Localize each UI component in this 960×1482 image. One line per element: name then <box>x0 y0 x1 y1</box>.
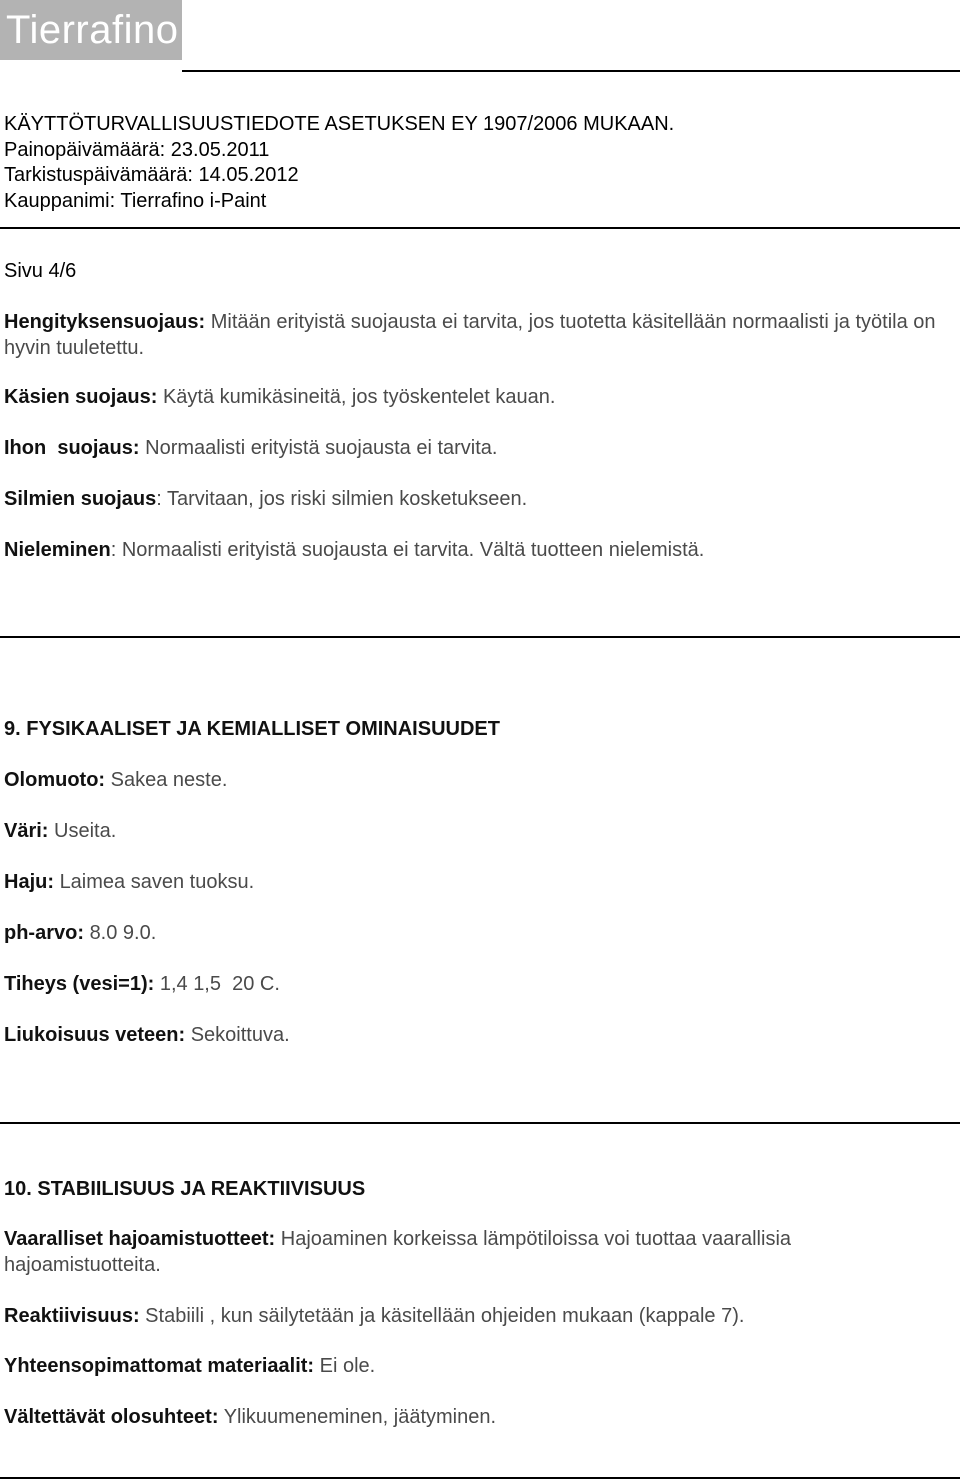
section-rule-1 <box>0 636 960 638</box>
property-value: 1,4 1,5 20 C. <box>159 973 280 995</box>
header-rule-bottom <box>0 227 960 229</box>
eye-protection-text: : Tarvitaan, jos riski silmien kosketukseen. <box>156 488 528 510</box>
property-label: Yhteensopimattomat materiaalit: <box>4 1355 315 1377</box>
property-value: Hajoaminen korkeissa lämpötiloissa voi tuottaa vaarallisia <box>280 1228 792 1250</box>
trade-name: Kauppanimi: Tierrafino i-Paint <box>4 190 267 212</box>
property-odor <box>4 869 254 895</box>
hazardous-decomposition <box>4 1226 791 1252</box>
ingestion-label: Nieleminen <box>4 539 111 561</box>
company-logo <box>0 0 182 60</box>
property-label: Reaktiivisuus: <box>4 1305 140 1327</box>
page-number: Sivu 4/6 <box>4 260 77 282</box>
revision-date: Tarkistuspäivämäärä: 14.05.2012 <box>4 164 299 186</box>
property-label: Tiheys (vesi=1): <box>4 973 155 995</box>
property-density <box>4 971 280 997</box>
property-label: ph-arvo: <box>4 922 84 944</box>
property-label: Olomuoto: <box>4 769 106 791</box>
ingestion-text: : Normaalisti erityistä suojausta ei tarvita. Vältä tuotteen nielemistä. <box>110 539 705 561</box>
property-label: Vältettävät olosuhteet: <box>4 1406 219 1428</box>
property-color <box>4 818 116 844</box>
property-value: Laimea saven tuoksu. <box>59 871 255 893</box>
hand-protection <box>4 384 555 410</box>
ingestion <box>4 537 704 563</box>
section-rule-3 <box>0 1477 960 1479</box>
skin-protection-text: Normaalisti erityistä suojausta ei tarvita. <box>145 437 498 459</box>
property-label: Väri: <box>4 820 49 842</box>
print-date: Painopäivämäärä: 23.05.2011 <box>4 139 270 161</box>
reactivity <box>4 1303 744 1329</box>
skin-protection <box>4 435 497 461</box>
property-value: 8.0 9.0. <box>89 922 157 944</box>
hand-protection-text: Käytä kumikäsineitä, jos työskentelet kauan. <box>162 386 556 408</box>
respiratory-protection-text: Mitään erityistä suojausta ei tarvita, jos tuotetta käsitellään normaalisti ja työtila on hyvin tuuletettu. <box>4 311 936 359</box>
property-label: Vaaralliset hajoamistuotteet: <box>4 1228 276 1250</box>
property-ph <box>4 920 156 946</box>
property-label: Haju: <box>4 871 54 893</box>
incompatible-materials <box>4 1353 375 1379</box>
section-rule-2 <box>0 1122 960 1124</box>
eye-protection-label: Silmien suojaus <box>4 488 157 510</box>
property-value: Sakea neste. <box>110 769 228 791</box>
header-rule-top <box>182 70 960 72</box>
property-value: Useita. <box>54 820 117 842</box>
hazardous-decomposition-continued: hajoamistuotteita. <box>4 1254 161 1276</box>
respiratory-protection-label: Hengityksensuojaus: <box>4 311 206 333</box>
property-appearance <box>4 767 227 793</box>
conditions-to-avoid <box>4 1404 496 1430</box>
skin-protection-label: Ihon suojaus: <box>4 437 140 459</box>
property-solubility <box>4 1022 290 1048</box>
section-10-heading: 10. STABIILISUUS JA REAKTIIVISUUS <box>4 1178 366 1200</box>
section-9-heading: 9. FYSIKAALISET JA KEMIALLISET OMINAISUUDET <box>4 718 500 740</box>
property-value: Ei ole. <box>319 1355 376 1377</box>
property-label: Liukoisuus veteen: <box>4 1024 186 1046</box>
logo-text: Tierrafino <box>6 8 179 52</box>
property-value: Ylikuumeneminen, jäätyminen. <box>223 1406 497 1428</box>
eye-protection <box>4 486 527 512</box>
document-title: KÄYTTÖTURVALLISUUSTIEDOTE ASETUKSEN EY 1907/2006 MUKAAN. <box>4 113 675 135</box>
property-value: Sekoittuva. <box>190 1024 290 1046</box>
respiratory-protection <box>4 309 954 361</box>
property-value: Stabiili , kun säilytetään ja käsitellään ohjeiden mukaan (kappale 7). <box>145 1305 745 1327</box>
hand-protection-label: Käsien suojaus: <box>4 386 158 408</box>
